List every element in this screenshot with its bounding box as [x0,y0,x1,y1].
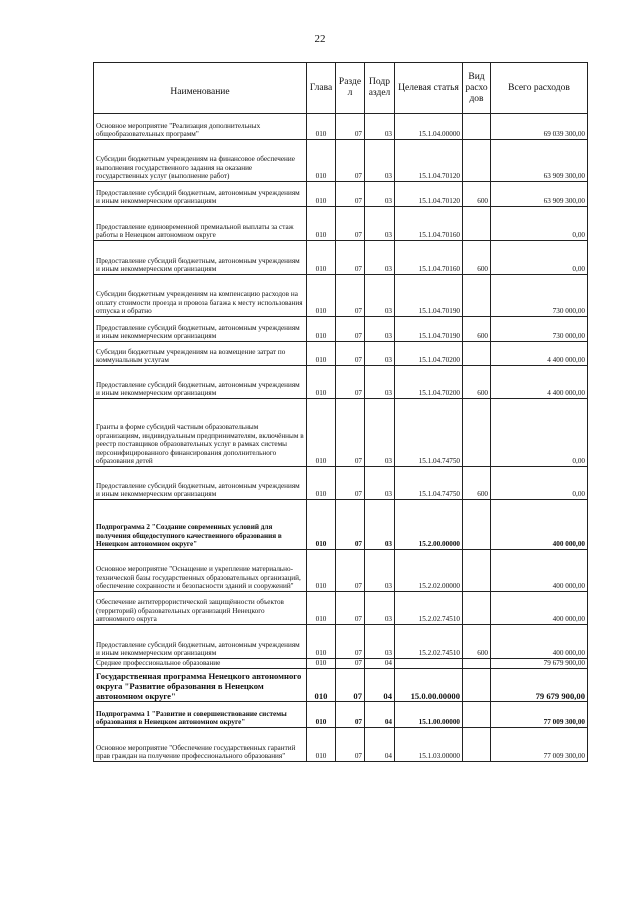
row-subsection-cell: 04 [365,669,395,702]
row-section-cell: 07 [336,342,365,366]
col-header-name: Наименование [94,63,307,114]
table-row [94,114,588,140]
row-subsection-cell: 03 [365,114,395,140]
table-row [94,669,588,702]
row-total-cell: 79 679 900,00 [491,669,588,702]
row-target-cell: 15.1.04.70160 [395,207,463,241]
row-name-cell: Предоставление субсидий бюджетным, автономным учреждениям и иным некоммерческим организациям [94,241,307,275]
row-section-cell: 07 [336,702,365,728]
table-row [94,592,588,625]
row-target-cell: 15.1.04.74750 [395,399,463,467]
row-section-cell: 07 [336,241,365,275]
row-type-cell [463,500,491,550]
row-total-cell: 4 400 000,00 [491,342,588,366]
row-total-cell: 4 400 000,00 [491,366,588,399]
row-type-cell [463,140,491,182]
row-subsection-cell: 03 [365,366,395,399]
row-name-cell: Гранты в форме субсидий частным образовательным организациям, индивидуальным предпринимателям, включённым в реестр поставщиков образовательных услуг в рамках системы персонифицированного финансирования дополнительного образования детей [94,399,307,467]
row-section-cell: 07 [336,366,365,399]
row-type-cell: 600 [463,366,491,399]
row-target-cell: 15.1.04.74750 [395,467,463,500]
row-total-cell: 400 000,00 [491,500,588,550]
table-row [94,728,588,762]
page-number: 22 [314,33,326,45]
row-name-cell: Подпрограмма 2 "Создание современных условий для получения общедоступного качественного образования в Ненецком автономном округе" [94,500,307,550]
row-section-cell: 07 [336,182,365,207]
table-header-row [94,63,588,114]
row-section-cell: 07 [336,317,365,342]
row-subsection-cell: 03 [365,182,395,207]
row-total-cell: 63 909 300,00 [491,182,588,207]
row-total-cell: 400 000,00 [491,625,588,659]
row-name-cell: Предоставление субсидий бюджетным, автономным учреждениям и иным некоммерческим организациям [94,625,307,659]
row-total-cell: 730 000,00 [491,275,588,317]
row-chapter-cell: 010 [307,366,336,399]
row-chapter-cell: 010 [307,592,336,625]
row-section-cell: 07 [336,207,365,241]
row-type-cell [463,207,491,241]
row-target-cell: 15.1.04.70200 [395,366,463,399]
row-target-cell: 15.2.00.00000 [395,500,463,550]
row-target-cell: 15.2.02.74510 [395,592,463,625]
row-chapter-cell: 010 [307,500,336,550]
row-chapter-cell: 010 [307,241,336,275]
row-subsection-cell: 03 [365,550,395,592]
row-section-cell: 07 [336,399,365,467]
row-subsection-cell: 04 [365,659,395,669]
row-type-cell: 600 [463,467,491,500]
table-row [94,207,588,241]
row-target-cell: 15.1.04.70200 [395,342,463,366]
table-row [94,625,588,659]
row-chapter-cell: 010 [307,207,336,241]
row-name-cell: Субсидии бюджетным учреждениям на финансовое обеспечение выполнения государственного задания на оказание государственных услуг (выполнение работ) [94,140,307,182]
row-subsection-cell: 03 [365,625,395,659]
table-row [94,241,588,275]
row-chapter-cell: 010 [307,399,336,467]
row-chapter-cell: 010 [307,550,336,592]
row-chapter-cell: 010 [307,728,336,762]
row-target-cell: 15.1.04.00000 [395,114,463,140]
row-total-cell: 0,00 [491,467,588,500]
row-section-cell: 07 [336,550,365,592]
row-section-cell: 07 [336,275,365,317]
row-total-cell: 77 009 300,00 [491,702,588,728]
row-chapter-cell: 010 [307,702,336,728]
row-section-cell: 07 [336,728,365,762]
col-header-target: Целевая статья [395,63,463,114]
row-subsection-cell: 03 [365,342,395,366]
row-type-cell [463,702,491,728]
row-subsection-cell: 03 [365,317,395,342]
col-header-chapter: Глава [307,63,336,114]
table-row [94,342,588,366]
budget-table [93,62,588,762]
row-type-cell: 600 [463,182,491,207]
row-total-cell: 63 909 300,00 [491,140,588,182]
row-type-cell: 600 [463,625,491,659]
row-total-cell: 77 009 300,00 [491,728,588,762]
row-subsection-cell: 03 [365,207,395,241]
row-name-cell: Предоставление единовременной премиальной выплаты за стаж работы в Ненецком автономном округе [94,207,307,241]
col-header-type: Вид расхо дов [463,63,491,114]
table-row [94,275,588,317]
table-row [94,467,588,500]
row-chapter-cell: 010 [307,467,336,500]
row-section-cell: 07 [336,669,365,702]
row-type-cell [463,659,491,669]
row-type-cell [463,550,491,592]
col-header-section: Разде л [336,63,365,114]
row-section-cell: 07 [336,140,365,182]
row-total-cell: 0,00 [491,207,588,241]
table-row [94,659,588,669]
row-target-cell: 15.2.02.74510 [395,625,463,659]
row-type-cell: 600 [463,317,491,342]
row-name-cell: Государственная программа Ненецкого автономного округа "Развитие образования в Ненецком автономном округе" [94,669,307,702]
row-target-cell: 15.1.04.70160 [395,241,463,275]
row-target-cell: 15.2.02.00000 [395,550,463,592]
row-chapter-cell: 010 [307,114,336,140]
row-subsection-cell: 03 [365,399,395,467]
row-name-cell: Основное мероприятие "Оснащение и укрепление материально-технической базы государственных образовательных организаций, обеспечение сохранности и безопасности зданий и сооружений" [94,550,307,592]
row-target-cell [395,659,463,669]
row-target-cell: 15.1.03.00000 [395,728,463,762]
row-name-cell: Субсидии бюджетным учреждениям на возмещение затрат по коммунальным услугам [94,342,307,366]
row-name-cell: Обеспечение антитеррористической защищённости объектов (территорий) образовательных организаций Ненецкого автономного округа [94,592,307,625]
row-total-cell: 400 000,00 [491,550,588,592]
row-chapter-cell: 010 [307,659,336,669]
row-total-cell: 730 000,00 [491,317,588,342]
row-section-cell: 07 [336,467,365,500]
row-section-cell: 07 [336,500,365,550]
row-name-cell: Предоставление субсидий бюджетным, автономным учреждениям и иным некоммерческим организациям [94,467,307,500]
row-name-cell: Субсидии бюджетным учреждениям на компенсацию расходов на оплату стоимости проезда и провоза багажа к месту использования отпуска и обратно [94,275,307,317]
table-row [94,399,588,467]
row-total-cell: 0,00 [491,399,588,467]
row-name-cell: Среднее профессиональное образование [94,659,307,669]
row-subsection-cell: 03 [365,500,395,550]
row-name-cell: Предоставление субсидий бюджетным, автономным учреждениям и иным некоммерческим организациям [94,366,307,399]
row-total-cell: 0,00 [491,241,588,275]
row-type-cell [463,275,491,317]
row-name-cell: Основное мероприятие "Обеспечение государственных гарантий прав граждан на получение профессионального образования" [94,728,307,762]
table-row [94,366,588,399]
table-row [94,500,588,550]
row-type-cell [463,669,491,702]
row-chapter-cell: 010 [307,140,336,182]
row-target-cell: 15.1.04.70190 [395,275,463,317]
table-body [94,114,588,762]
col-header-subsection: Подр аздел [365,63,395,114]
row-name-cell: Предоставление субсидий бюджетным, автономным учреждениям и иным некоммерческим организациям [94,182,307,207]
row-target-cell: 15.0.00.00000 [395,669,463,702]
row-type-cell [463,342,491,366]
row-section-cell: 07 [336,625,365,659]
row-name-cell: Основное мероприятие "Реализация дополнительных общеобразовательных программ" [94,114,307,140]
row-name-cell: Подпрограмма 1 "Развитие и совершенствование системы образования в Ненецком автономном округе" [94,702,307,728]
row-type-cell [463,592,491,625]
row-target-cell: 15.1.04.70120 [395,140,463,182]
row-chapter-cell: 010 [307,275,336,317]
row-chapter-cell: 010 [307,317,336,342]
col-header-total: Всего расходов [491,63,588,114]
table-row [94,702,588,728]
row-total-cell: 400 000,00 [491,592,588,625]
row-section-cell: 07 [336,114,365,140]
row-chapter-cell: 010 [307,182,336,207]
row-name-cell: Предоставление субсидий бюджетным, автономным учреждениям и иным некоммерческим организациям [94,317,307,342]
row-subsection-cell: 03 [365,140,395,182]
row-type-cell [463,728,491,762]
table-row [94,182,588,207]
row-subsection-cell: 03 [365,275,395,317]
row-section-cell: 07 [336,659,365,669]
table-row [94,317,588,342]
row-section-cell: 07 [336,592,365,625]
row-total-cell: 69 039 300,00 [491,114,588,140]
table-row [94,550,588,592]
row-subsection-cell: 03 [365,592,395,625]
row-target-cell: 15.1.04.70120 [395,182,463,207]
row-target-cell: 15.1.00.00000 [395,702,463,728]
row-subsection-cell: 04 [365,702,395,728]
row-chapter-cell: 010 [307,625,336,659]
row-chapter-cell: 010 [307,342,336,366]
row-chapter-cell: 010 [307,669,336,702]
table-row [94,140,588,182]
row-total-cell: 79 679 900,00 [491,659,588,669]
row-target-cell: 15.1.04.70190 [395,317,463,342]
row-type-cell [463,399,491,467]
row-type-cell: 600 [463,241,491,275]
row-subsection-cell: 04 [365,728,395,762]
row-subsection-cell: 03 [365,241,395,275]
row-type-cell [463,114,491,140]
row-subsection-cell: 03 [365,467,395,500]
